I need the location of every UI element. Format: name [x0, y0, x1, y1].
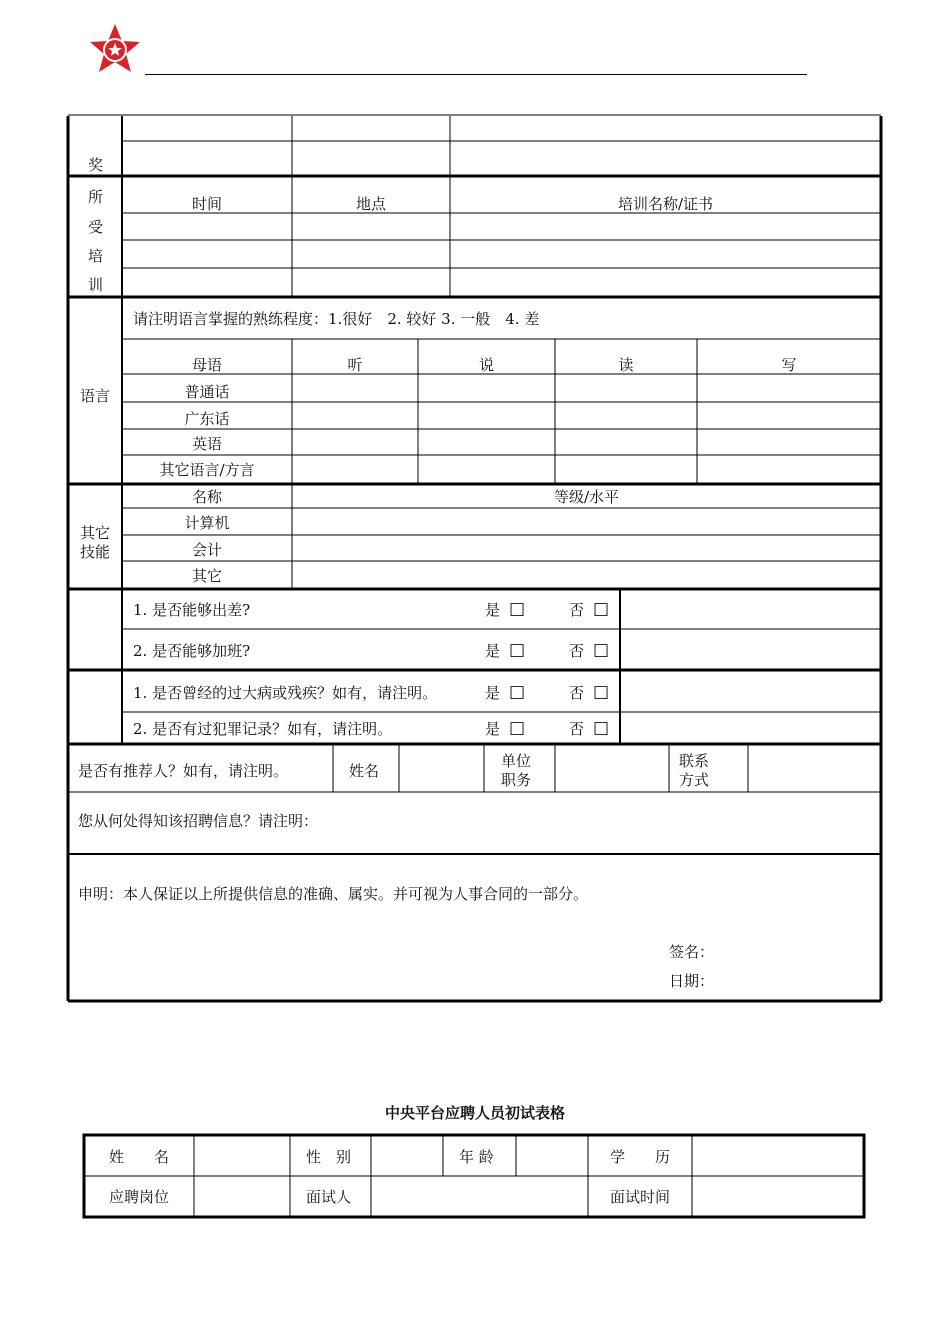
- interview-form-title: 中央平台应聘人员初试表格: [384, 1104, 565, 1122]
- yes-checkbox[interactable]: □: [509, 682, 526, 702]
- yes-checkbox[interactable]: □: [509, 718, 526, 738]
- language-row-other: 其它语言/方言: [159, 461, 255, 479]
- referrer-unit-line2: 职务: [501, 771, 532, 789]
- referrer-contact-line2: 方式: [679, 771, 710, 789]
- training-label-char-1: 所: [88, 188, 104, 206]
- yes-checkbox[interactable]: □: [509, 640, 526, 660]
- referrer-contact-line1: 联系: [679, 752, 710, 770]
- language-label: 语言: [80, 387, 111, 405]
- language-header-native: 母语: [191, 356, 222, 374]
- no-checkbox[interactable]: □: [593, 718, 610, 738]
- no-checkbox[interactable]: □: [593, 682, 610, 702]
- question-overtime: 2. 是否能够加班?: [133, 642, 251, 660]
- language-row-cantonese: 广东话: [184, 410, 230, 428]
- skills-label-line2: 技能: [80, 543, 111, 561]
- no-checkbox[interactable]: □: [593, 640, 610, 660]
- skills-row-accounting: 会计: [191, 541, 222, 559]
- skills-col-level: 等级/水平: [553, 488, 620, 506]
- yes-label: 是: [485, 684, 501, 702]
- yes-label: 是: [485, 720, 501, 738]
- education-label: 学 历: [609, 1148, 670, 1166]
- training-label-char-4: 训: [88, 276, 104, 294]
- yes-checkbox[interactable]: □: [509, 599, 526, 619]
- referrer-unit-line1: 单位: [501, 752, 532, 770]
- interview-time-label: 面试时间: [609, 1188, 670, 1206]
- awards-label: 奖: [88, 156, 104, 174]
- language-header-write: 写: [781, 356, 797, 374]
- language-header-read: 读: [618, 356, 634, 374]
- training-col-place: 地点: [355, 195, 386, 213]
- gender-label: 性 别: [306, 1148, 352, 1166]
- signature-label: 签名：: [669, 943, 715, 961]
- name-label: 姓 名: [108, 1148, 169, 1166]
- skills-row-computer: 计算机: [184, 514, 230, 532]
- yes-label: 是: [485, 642, 501, 660]
- referrer-name-label: 姓名: [349, 762, 380, 780]
- language-row-mandarin: 普通话: [184, 383, 230, 401]
- question-criminal: 2. 是否有过犯罪记录？如有，请注明。: [133, 720, 393, 738]
- referrer-question: 是否有推荐人？如有，请注明。: [78, 762, 289, 780]
- source-question: 您从何处得知该招聘信息？请注明：: [78, 812, 319, 830]
- training-col-name: 培训名称/证书: [617, 195, 714, 213]
- language-row-english: 英语: [191, 435, 222, 453]
- question-travel: 1. 是否能够出差?: [133, 601, 251, 619]
- language-header-speak: 说: [478, 356, 494, 374]
- date-label: 日期：: [669, 972, 715, 990]
- skills-col-name: 名称: [191, 488, 222, 506]
- training-col-time: 时间: [191, 195, 222, 213]
- declaration-text: 申明：本人保证以上所提供信息的准确、属实。并可视为人事合同的一部分。: [78, 885, 589, 903]
- no-label: 否: [569, 720, 585, 738]
- age-label: 年 龄: [459, 1148, 494, 1166]
- skills-label-line1: 其它: [80, 524, 111, 542]
- skills-row-other: 其它: [191, 567, 222, 585]
- training-label-char-3: 培: [88, 247, 104, 265]
- yes-label: 是: [485, 601, 501, 619]
- training-label-char-2: 受: [88, 218, 104, 236]
- position-label: 应聘岗位: [108, 1188, 169, 1206]
- no-checkbox[interactable]: □: [593, 599, 610, 619]
- language-header-listen: 听: [347, 356, 363, 374]
- question-illness: 1. 是否曾经的过大病或残疾？如有，请注明。: [133, 684, 438, 702]
- no-label: 否: [569, 642, 585, 660]
- language-instruction: 请注明语言掌握的熟练程度：1.很好 2. 较好 3. 一般 4. 差: [133, 310, 540, 328]
- no-label: 否: [569, 601, 585, 619]
- no-label: 否: [569, 684, 585, 702]
- interviewer-label: 面试人: [306, 1188, 352, 1206]
